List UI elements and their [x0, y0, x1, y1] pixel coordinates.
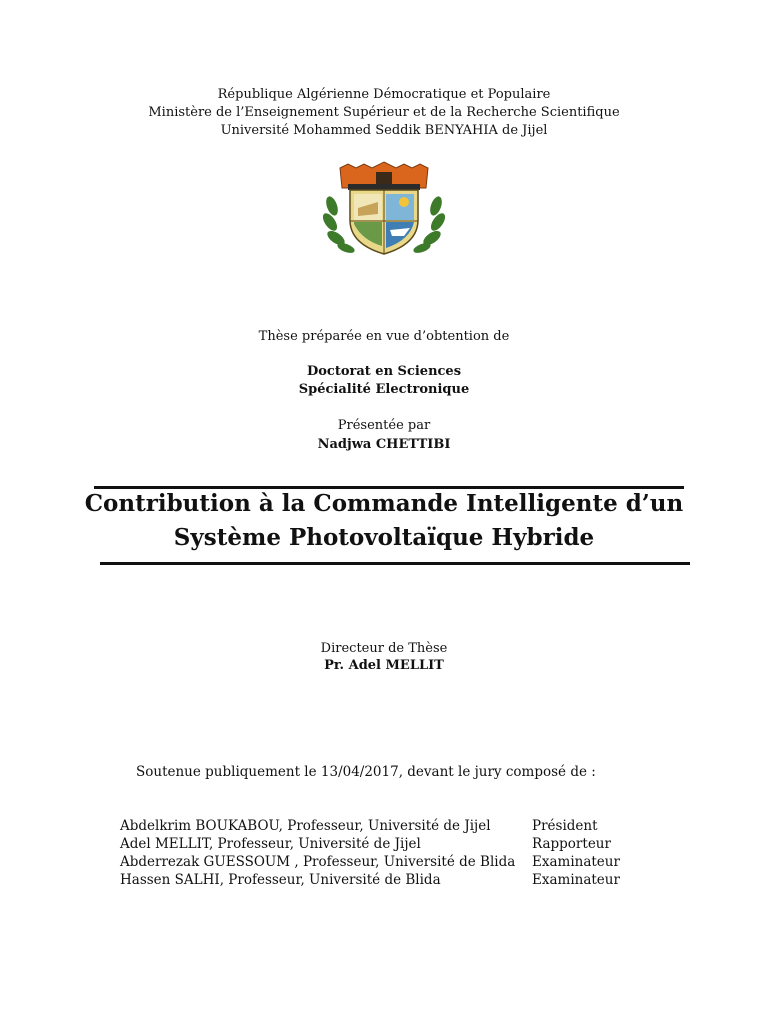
jury-member-role: Examinateur	[532, 854, 620, 870]
jury-member-role: Président	[532, 818, 598, 834]
defense-statement: Soutenue publiquement le 13/04/2017, devant le jury composé de :	[136, 764, 596, 780]
thesis-title-line1: Contribution à la Commande Intelligente d’un	[84, 490, 684, 517]
header-ministry: Ministère de l’Enseignement Supérieur et de la Recherche Scientifique	[148, 105, 620, 120]
header-republic: République Algérienne Démocratique et Populaire	[217, 87, 551, 102]
title-bottom-rule	[100, 562, 690, 565]
thesis-author: Nadjwa CHETTIBI	[317, 437, 451, 452]
header-university: Université Mohammed Seddik BENYAHIA de Jijel	[220, 123, 548, 138]
jury-member-name: Hassen SALHI, Professeur, Université de Blida	[120, 872, 441, 888]
jury-member-name: Abderrezak GUESSOUM , Professeur, Université de Blida	[120, 854, 516, 870]
jury-member-name: Adel MELLIT, Professeur, Université de Jijel	[120, 836, 421, 852]
title-top-rule	[94, 486, 684, 489]
thesis-degree: Doctorat en Sciences	[306, 364, 462, 379]
jury-member-role: Rapporteur	[532, 836, 611, 852]
jury-member-role: Examinateur	[532, 872, 620, 888]
thesis-title-line2: Système Photovoltaïque Hybride	[173, 524, 595, 551]
jury-member-name: Abdelkrim BOUKABOU, Professeur, Université de Jijel	[120, 818, 491, 834]
director-label: Directeur de Thèse	[320, 641, 448, 656]
thesis-prepared-for: Thèse préparée en vue d’obtention de	[258, 329, 510, 344]
thesis-specialty: Spécialité Electronique	[298, 382, 470, 397]
presented-by-label: Présentée par	[337, 418, 431, 433]
director-name: Pr. Adel MELLIT	[324, 658, 444, 673]
university-crest-icon	[318, 158, 450, 258]
